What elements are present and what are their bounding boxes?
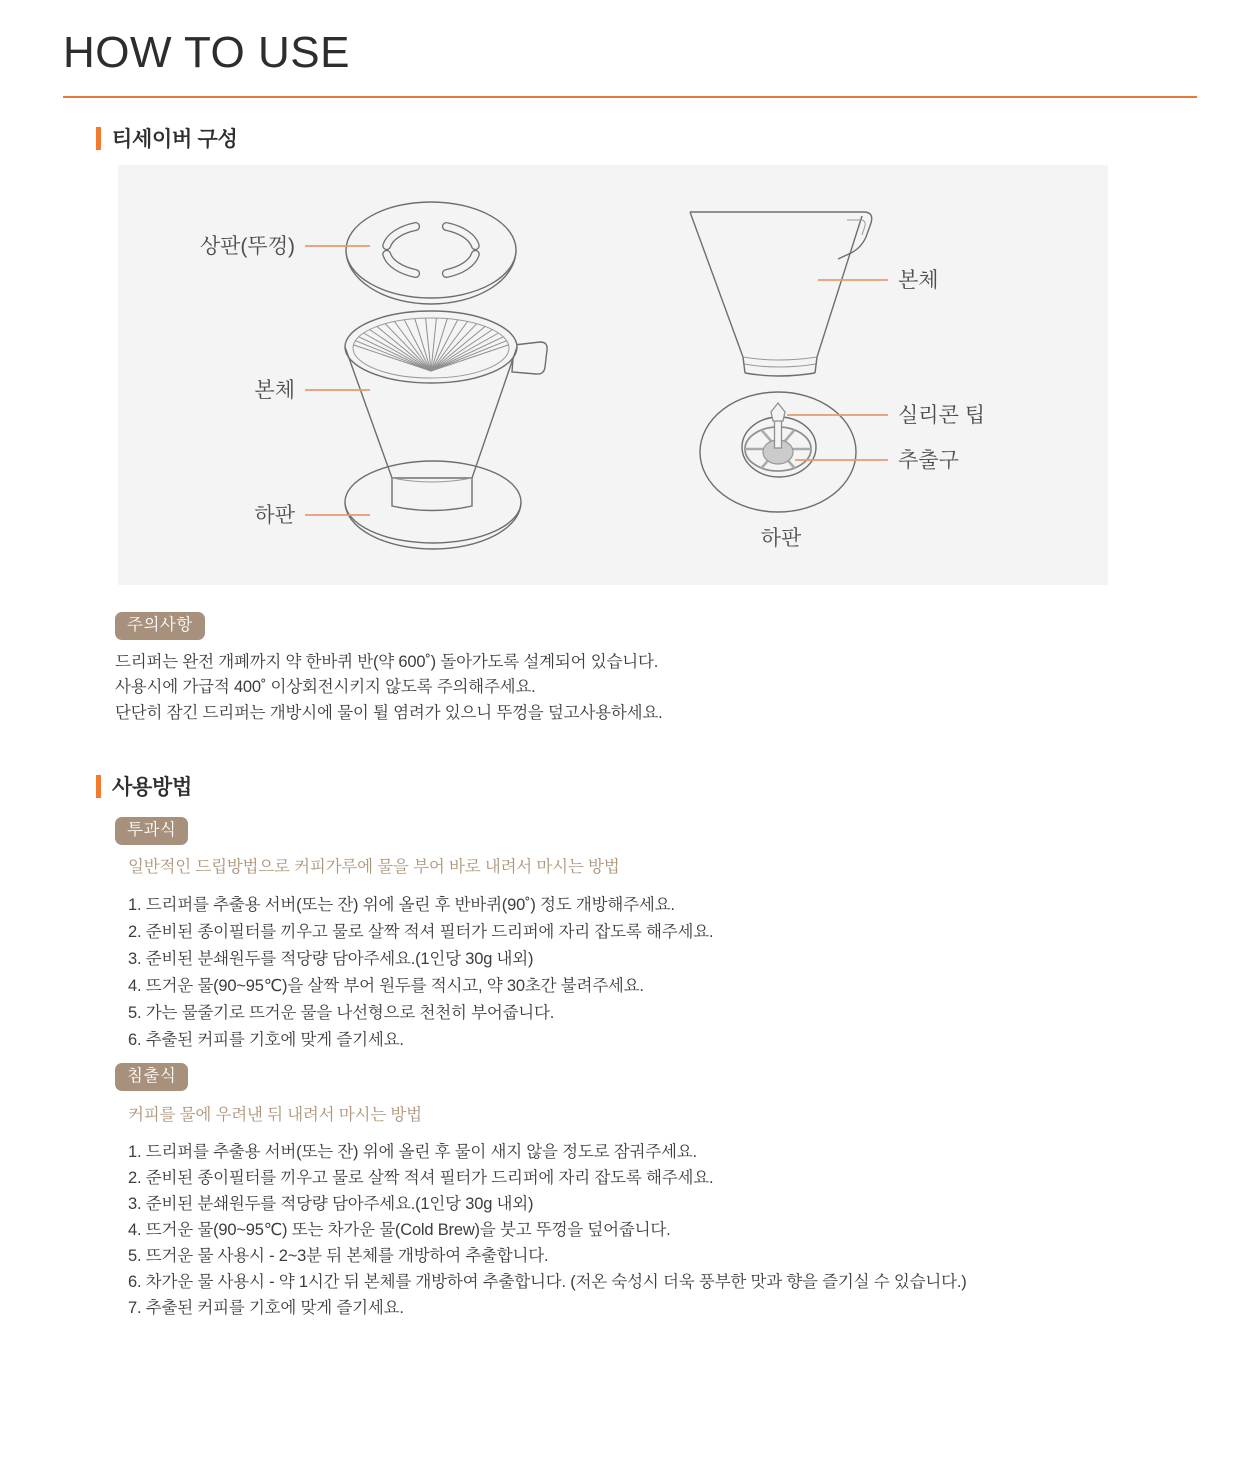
label-silicone-tip: 실리콘 팁 [898,404,985,427]
step-item: 3. 준비된 분쇄원두를 적당량 담아주세요.(1인당 30g 내외) [128,1195,534,1213]
base-plate-top-view [700,392,856,512]
section-usage [96,771,192,801]
caution-line: 사용시에 가급적 400˚ 이상회전시키지 않도록 주의해주세요. [115,678,536,697]
step-item: 2. 준비된 종이필터를 끼우고 물로 살짝 적셔 필터가 드리퍼에 자리 잡도록 해주세요. [128,923,714,941]
step-item: 7. 추출된 커피를 기호에 맞게 즐기세요. [128,1299,404,1317]
label-bottom-plate-right: 하판 [760,527,802,550]
composition-diagram-svg [118,165,1108,585]
immersion-steps [128,1139,967,1321]
dripper-lid [346,202,516,304]
label-top-plate: 상판(뚜껑) [199,235,295,258]
section-composition [96,123,237,153]
pour-over-steps [128,892,713,1054]
method-badge-pour-over: 투과식 [115,817,188,845]
step-item: 6. 추출된 커피를 기호에 맞게 즐기세요. [128,1031,404,1049]
step-item: 1. 드리퍼를 추출용 서버(또는 잔) 위에 올린 후 반바퀴(90˚) 정도 개방해주세요. [128,896,675,914]
step-item: 1. 드리퍼를 추출용 서버(또는 잔) 위에 올린 후 물이 새지 않을 정도로 잠궈주세요. [128,1143,697,1161]
caution-line: 단단히 잠긴 드리퍼는 개방시에 물이 튈 염려가 있으니 뚜껑을 덮고사용하세요. [115,703,663,722]
section-marker-bar [96,775,101,798]
title-divider [63,96,1197,98]
step-item: 4. 뜨거운 물(90~95℃) 또는 차가운 물(Cold Brew)을 붓고 뚜껑을 덮어줍니다. [128,1221,671,1239]
silicone-tip-stem [775,418,782,448]
label-body-left: 본체 [254,379,295,402]
method-description-immersion: 커피를 물에 우려낸 뒤 내려서 마시는 방법 [128,1106,422,1124]
step-item: 4. 뜨거운 물(90~95℃)을 살짝 부어 원두를 적시고, 약 30초간 불려주세요. [128,977,644,995]
page-title: HOW TO USE [63,28,350,77]
step-item: 5. 뜨거운 물 사용시 - 2~3분 뒤 본체를 개방하여 추출합니다. [128,1247,549,1265]
label-outlet: 추출구 [898,449,959,472]
step-item: 6. 차가운 물 사용시 - 약 1시간 뒤 본체를 개방하여 추출합니다. (저온 숙성시 더욱 풍부한 맛과 향을 즐기실 수 있습니다.) [128,1273,967,1291]
step-item: 3. 준비된 분쇄원두를 적당량 담아주세요.(1인당 30g 내외) [128,950,534,968]
diagram-panel [118,165,1108,585]
body-side-view [690,212,872,376]
caution-text [115,650,663,726]
section-marker-bar [96,127,101,150]
step-item: 5. 가는 물줄기로 뜨거운 물을 나선형으로 천천히 부어줍니다. [128,1004,555,1022]
right-diagram-labels [761,269,985,550]
caution-badge: 주의사항 [115,612,205,640]
label-bottom-plate-left: 하판 [254,504,295,527]
method-description-pour-over: 일반적인 드립방법으로 커피가루에 물을 부어 바로 내려서 마시는 방법 [128,858,620,876]
silicone-tip-head [771,403,785,421]
caution-line: 드리퍼는 완전 개폐까지 약 한바퀴 반(약 600˚) 돌아가도록 설계되어 있습니다. [115,653,659,671]
step-item: 2. 준비된 종이필터를 끼우고 물로 살짝 적셔 필터가 드리퍼에 자리 잡도록 해주세요. [128,1169,714,1187]
left-diagram-labels [200,235,370,527]
label-body-right: 본체 [898,269,939,292]
section-title: 사용방법 [112,776,192,799]
method-badge-immersion: 침출식 [115,1063,188,1091]
section-title: 티세이버 구성 [112,128,238,151]
